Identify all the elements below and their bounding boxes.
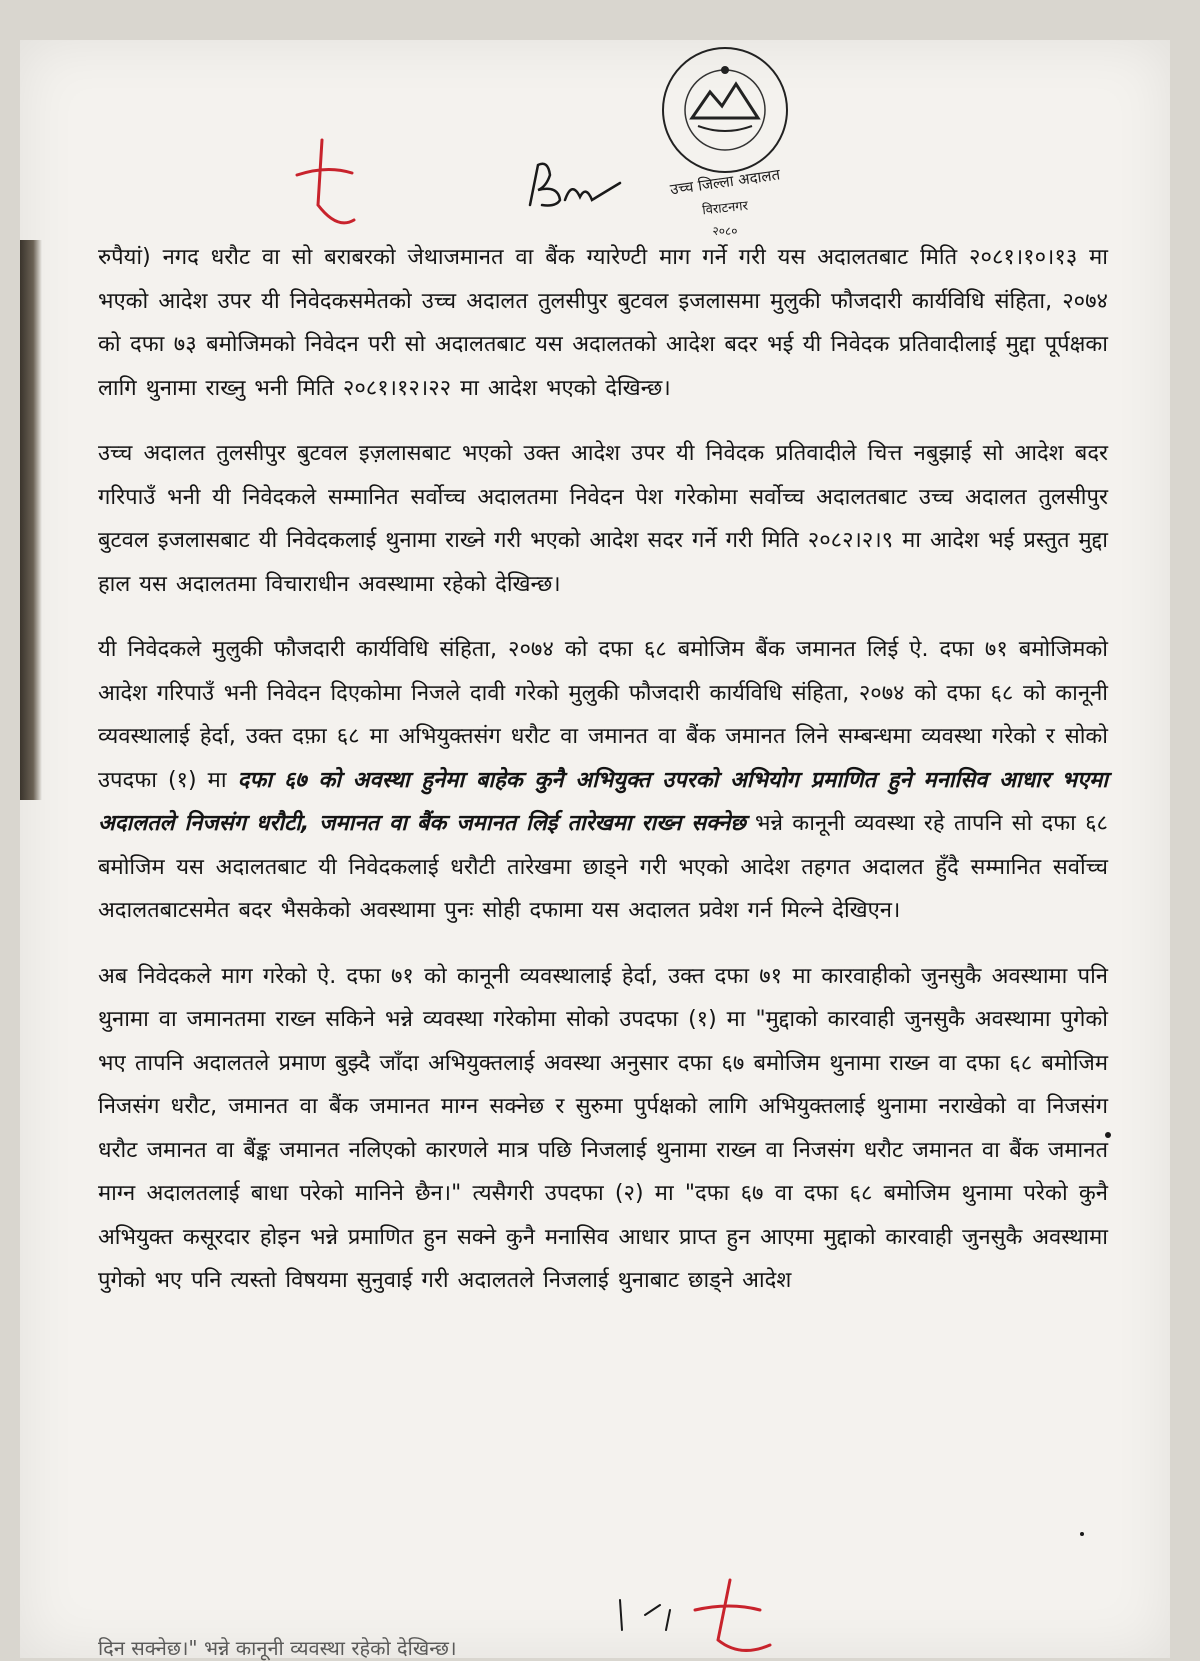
seal-year: २०८० bbox=[712, 224, 738, 238]
quoted-legal-provision: दफा ६७ को अवस्था हुनेमा बाहेक कुनै अभियुक्त उपरको अभियोग प्रमाणित हुने मनासिव आधार भएमा अदालतले निजसंग धरौटी, जमानत वा बैंक जमानत लिई तारेखमा राख्न सक्नेछ bbox=[98, 767, 1108, 836]
handwritten-signature-red-top bbox=[282, 135, 372, 245]
paragraph-text: उच्च अदालत तुलसीपुर बुटवल इज़लासबाट भएको उक्त आदेश उपर यी निवेदक प्रतिवादीले चित्त नबुझाई सो आदेश बदर गरिपाउँ भनी यी निवेदकले सम्मानित सर्वोच्च अदालतमा निवेदन पेश गरेकोमा सर्वोच्च अदालतबाट उच्च अदालत तुलसीपुर बुटवल इजलासबाट यी निवेदकलाई थुनामा राख्ने गरी भएको आदेश सदर गर्ने गरी मिति २०८२।२।९ मा आदेश भई प्रस्तुत मुद्दा हाल यस अदालतमा विचाराधीन अवस्थामा रहेको देखिन्छ। bbox=[98, 441, 1108, 597]
paragraph-text: भन्ने कानूनी व्यवस्था रहे तापनि सो दफा ६८ बमोजिम यस अदालतबाट यी निवेदकलाई धरौटी तारेखमा छाड्ने गरी भएको आदेश तहगत अदालत हुँदै सम्मानित सर्वोच्च अदालतबाटसमेत बदर भैसकेको अवस्थामा पुनः सोही दफामा यस अदालत प्रवेश गर्न मिल्ने देखिएन। bbox=[98, 811, 1108, 923]
paragraph-text: यी निवेदकले मुलुकी फौजदारी कार्यविधि संहिता, २०७४ को दफा ६८ बमोजिम बैंक जमानत लिई ऐ. दफा ७१ बमोजिमको आदेश गरिपाउँ भनी निवेदन दिएकोमा निजले दावी गरेको मुलुकी फौजदारी कार्यविधि संहिता, २०७४ को दफा ६८ को कानूनी व्यवस्थालाई हेर्दा, उक्त दफ़ा ६८ मा अभियुक्तसंग धरौट वा जमानत वा बैंक जमानत लिने सम्बन्धमा व्यवस्था गरेको र सोको उपदफा (१) मा bbox=[98, 637, 1108, 793]
cut-off-last-line: दिन सक्नेछ।" भन्ने कानूनी व्यवस्था रहेको देखिन्छ। bbox=[98, 1636, 457, 1660]
paragraph-text: अब निवेदकले माग गरेको ऐ. दफा ७१ को कानूनी व्यवस्थालाई हेर्दा, उक्त दफा ७१ मा कारवाहीको जुनसुकै अवस्थामा पनि थुनामा वा जमानतमा राख्न सकिने भन्ने व्यवस्था गरेकोमा सोको उपदफा (१) मा "मुद्दाको कारवाही जुनसुकै अवस्थामा पुगेको भए तापनि अदालतले प्रमाण बुझ्दै जाँदा अभियुक्तलाई अवस्था अनुसार दफा ६७ बमोजिम थुनामा राख्न वा दफा ६८ बमोजिम निजसंग धरौट, जमानत वा बैंक जमानत माग्न सक्नेछ र सुरुमा पुर्पक्षको लागि अभियुक्तलाई थुनामा नराखेको वा निजसंग धरौट जमानत वा बैंङ्क जमानत नलिएको कारणले मात्र पछि निजलाई थुनामा राख्न वा निजसंग धरौट जमानत वा बैंक जमानत माग्न अदालतलाई बाधा परेको मानिने छैन।" त्यसैगरी उपदफा (२) मा "दफा ६७ वा दफा ६८ बमोजिम थुनामा परेको कुनै अभियुक्त कसूरदार होइन भन्ने प्रमाणित हुन सक्ने कुनै मनासिव आधार प्राप्त हुन आएमा मुद्दाको कारवाही जुनसुकै अवस्थामा पुगेको भए पनि त्यस्तो विषयमा सुनुवाई गरी अदालतले निजलाई थुनाबाट छाड्ने आदेश bbox=[98, 963, 1108, 1293]
seal-emblem-icon bbox=[640, 40, 810, 180]
court-seal bbox=[640, 40, 810, 240]
document-body bbox=[98, 236, 1108, 1325]
body-paragraph bbox=[98, 628, 1108, 933]
handwritten-signature-red-bottom bbox=[600, 1570, 800, 1660]
scan-edge-shadow bbox=[20, 240, 42, 800]
seal-city-name: विराटनगर bbox=[701, 198, 749, 219]
paragraph-text: रुपैयां) नगद धरौट वा सो बराबरको जेथाजमानत वा बैंक ग्यारेण्टी माग गर्ने गरी यस अदालतबाट मिति २०८१।१०।१३ मा भएको आदेश उपर यी निवेदकसमेतको उच्च अदालत तुलसीपुर बुटवल इजलासमा मुलुकी फौजदारी कार्यविधि संहिता, २०७४ को दफा ७३ बमोजिमको निवेदन परी सो अदालतबाट यस अदालतको आदेश बदर भई यी निवेदक प्रतिवादीलाई मुद्दा पूर्पक्षका लागि थुनामा राख्नु भनी मिति २०८१।१२।२२ मा आदेश भएको देखिन्छ। bbox=[98, 245, 1108, 401]
seal-court-name: उच्च जिल्ला अदालत bbox=[668, 165, 782, 199]
ink-dot bbox=[1080, 1532, 1084, 1536]
body-paragraph bbox=[98, 432, 1108, 606]
body-paragraph bbox=[98, 955, 1108, 1303]
handwritten-signature-black bbox=[520, 145, 630, 225]
body-paragraph bbox=[98, 236, 1108, 410]
document-page bbox=[20, 40, 1170, 1658]
